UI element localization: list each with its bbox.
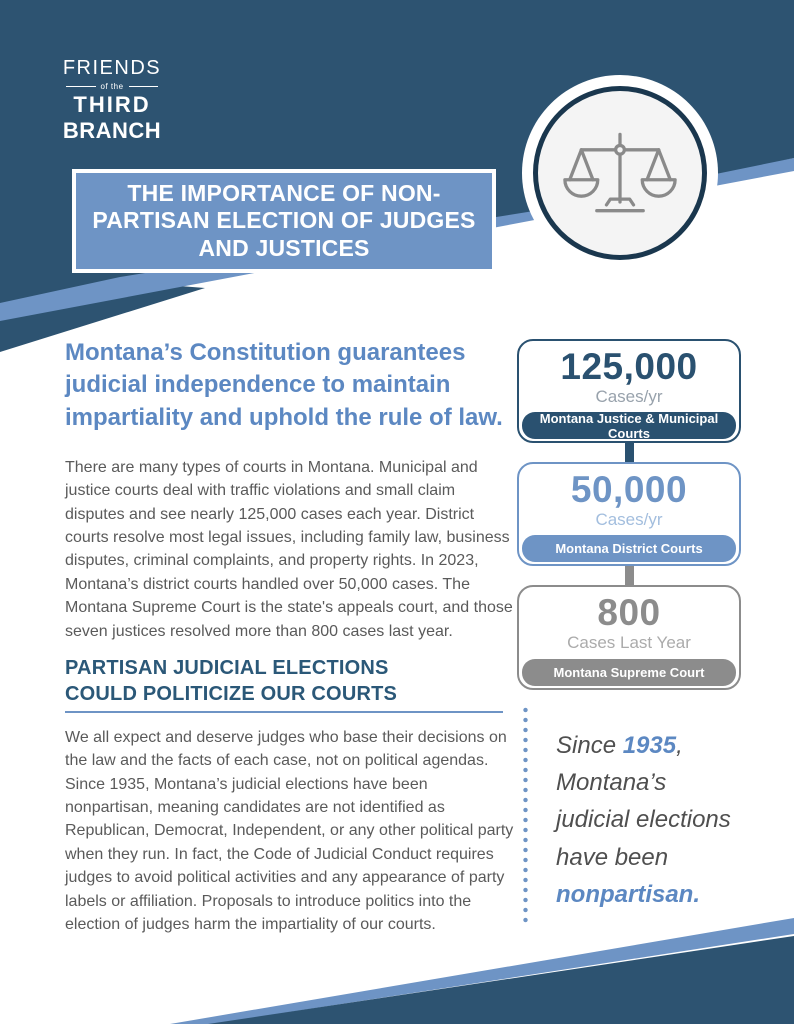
scales-of-justice-icon — [562, 115, 678, 231]
quote-highlight-nonpartisan: nonpartisan. — [556, 880, 701, 908]
quote-line: Montana’s — [556, 769, 667, 797]
logo-of-the-text: of the — [100, 82, 124, 91]
title-banner — [72, 169, 496, 273]
stat-value: 50,000 — [570, 469, 688, 511]
card-connector — [625, 443, 634, 462]
section-heading-line2: COULD POLITICIZE OUR COURTS — [65, 683, 398, 705]
justice-scales-badge — [522, 75, 718, 271]
page-title: THE IMPORTANCE OF NON-PARTISAN ELECTION OF JUDGES AND JUSTICES — [92, 179, 476, 261]
stat-label-bar: Montana Supreme Court — [522, 659, 736, 686]
intro-heading: Montana’s Constitution guarantees judicial independence to maintain impartiality and uphold the rule of law. — [65, 339, 503, 431]
logo-line-friends: FRIENDS — [62, 57, 162, 79]
card-connector — [625, 566, 634, 585]
quote-text: , — [676, 732, 683, 759]
stat-label-bar: Montana Justice & Municipal Courts — [522, 412, 736, 439]
section-paragraph: We all expect and deserve judges who base their decisions on the law and the facts of each case, not on political agendas. Since 1935, Montana’s judicial elections have been nonpartisan, meaning candidates are not identified as Republican, Democrat, Independent, or any other political party when they run. In fact, the Code of Judicial Conduct requires judges to avoid political activities and any appearance of party labels or affiliation. Proposals to introduce politics into the election of judges harm the impartiality of our courts. — [65, 729, 514, 933]
logo-line-of-the — [66, 82, 158, 91]
quote-dotted-line — [523, 705, 528, 925]
quote-line — [556, 727, 781, 764]
quote-line: have been — [556, 843, 669, 871]
justice-scales-badge-ring — [533, 86, 707, 260]
intro-paragraph: There are many types of courts in Montana. Municipal and justice courts deal with traffic violations and small claim disputes and see nearly 125,000 cases each year. District courts resolve most legal issues, including family law, business disputes, criminal complaints, and property rights. In 2023, Montana’s district courts handled over 50,000 cases. The Montana Supreme Court is the state's appeals court, and those seven justices resolved more than 800 cases last year. — [65, 459, 513, 640]
logo-line-branch: BRANCH — [62, 118, 162, 143]
logo-rule-left — [66, 86, 96, 87]
stat-card-supreme — [517, 585, 741, 689]
stat-card-justice-municipal — [517, 339, 741, 443]
stat-label-bar: Montana District Courts — [522, 535, 736, 562]
quote-line: judicial elections — [556, 806, 731, 834]
logo-rule-right — [129, 86, 159, 87]
section-heading — [65, 655, 515, 707]
section-heading-line1: PARTISAN JUDICIAL ELECTIONS — [65, 657, 389, 679]
section-divider — [65, 711, 503, 713]
stat-unit: Cases/yr — [595, 386, 663, 406]
stat-value: 125,000 — [560, 346, 698, 387]
stat-value: 800 — [597, 592, 661, 634]
stat-unit: Cases/yr — [595, 510, 663, 530]
court-stats-panel — [517, 339, 741, 690]
stat-card-district — [517, 462, 741, 566]
quote-text: Since — [556, 732, 623, 759]
logo-line-third: THIRD — [73, 92, 151, 117]
pull-quote — [556, 727, 781, 913]
quote-highlight-year: 1935 — [622, 732, 677, 759]
friends-third-branch-logo — [58, 57, 166, 144]
stat-unit: Cases Last Year — [567, 633, 691, 653]
